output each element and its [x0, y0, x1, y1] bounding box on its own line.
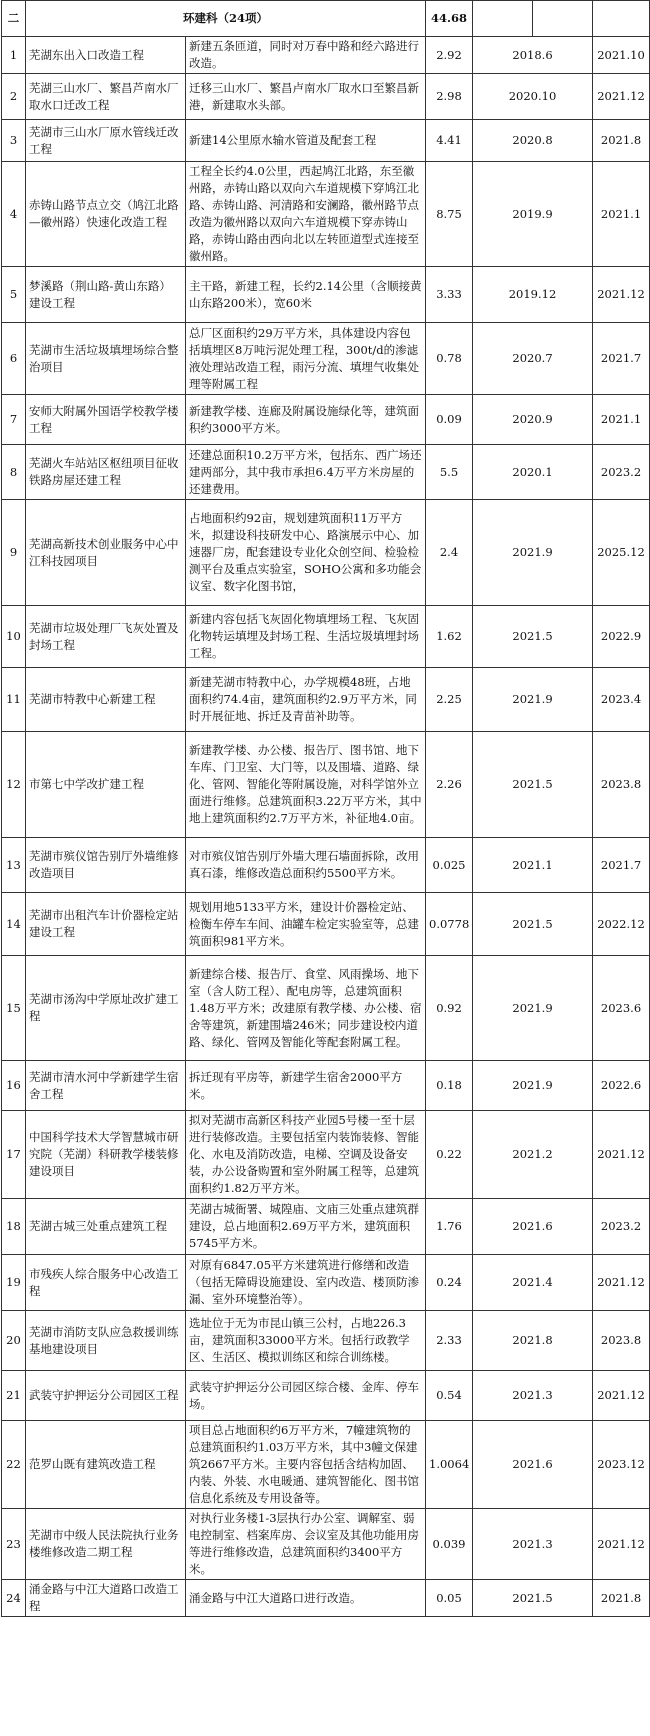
- row-number: 24: [2, 1580, 26, 1617]
- project-name: 芜湖高新技术创业服务中心中江科技园项目: [26, 500, 186, 606]
- table-row: [2, 1509, 650, 1580]
- project-start-date: 2021.5: [473, 732, 593, 838]
- project-name: 范罗山既有建筑改造工程: [26, 1421, 186, 1509]
- project-start-date: 2020.8: [473, 120, 593, 162]
- project-end-date: 2023.8: [593, 1311, 650, 1371]
- project-description: 对市殡仪馆告别厅外墙大理石墙面拆除，改用真石漆，维修改造总面积约5500平方米。: [186, 838, 426, 893]
- row-number: 16: [2, 1061, 26, 1111]
- table-row: [2, 732, 650, 838]
- project-investment: 2.98: [426, 74, 473, 120]
- project-start-date: 2021.9: [473, 668, 593, 732]
- table-row: [2, 1199, 650, 1255]
- project-start-date: 2020.9: [473, 395, 593, 445]
- row-number: 6: [2, 323, 26, 395]
- table-row: [2, 1061, 650, 1111]
- section-empty-cell: [473, 1, 533, 37]
- row-number: 20: [2, 1311, 26, 1371]
- project-description: 涌金路与中江大道路口进行改造。: [186, 1580, 426, 1617]
- project-start-date: 2021.4: [473, 1255, 593, 1311]
- project-end-date: 2023.4: [593, 668, 650, 732]
- project-end-date: 2021.12: [593, 1509, 650, 1580]
- project-description: 新建内容包括飞灰固化物填埋场工程、飞灰固化物转运填埋及封场工程、生活垃圾填埋封场工程。: [186, 606, 426, 668]
- row-number: 3: [2, 120, 26, 162]
- project-start-date: 2021.5: [473, 893, 593, 956]
- project-start-date: 2018.6: [473, 37, 593, 74]
- project-investment: 0.78: [426, 323, 473, 395]
- project-description: 武装守护押运分公司园区综合楼、金库、停车场。: [186, 1371, 426, 1421]
- project-table-body: [2, 1, 650, 1617]
- project-end-date: 2021.8: [593, 120, 650, 162]
- project-start-date: 2020.1: [473, 445, 593, 500]
- project-name: 芜湖市三山水厂原水管线迁改工程: [26, 120, 186, 162]
- project-name: 市残疾人综合服务中心改造工程: [26, 1255, 186, 1311]
- project-description: 对原有6847.05平方米建筑进行修缮和改造（包括无障碍设施建设、室内改造、楼顶防渗漏、室外环境整治等）。: [186, 1255, 426, 1311]
- project-end-date: 2023.12: [593, 1421, 650, 1509]
- project-start-date: 2021.5: [473, 1580, 593, 1617]
- project-investment: 1.62: [426, 606, 473, 668]
- table-row: [2, 445, 650, 500]
- project-investment: 0.025: [426, 838, 473, 893]
- project-investment: 8.75: [426, 162, 473, 267]
- project-name: 芜湖古城三处重点建筑工程: [26, 1199, 186, 1255]
- project-end-date: 2021.12: [593, 1371, 650, 1421]
- table-row: [2, 267, 650, 323]
- row-number: 1: [2, 37, 26, 74]
- section-empty-cell: [593, 1, 650, 37]
- project-description: 还建总面积10.2万平方米，包括东、西广场还建两部分，其中我市承担6.4万平方米房屋的还建费用。: [186, 445, 426, 500]
- project-end-date: 2021.1: [593, 162, 650, 267]
- project-name: 芜湖火车站站区枢纽项目征收铁路房屋还建工程: [26, 445, 186, 500]
- table-row: [2, 1580, 650, 1617]
- project-end-date: 2023.6: [593, 956, 650, 1061]
- project-end-date: 2025.12: [593, 500, 650, 606]
- project-end-date: 2021.10: [593, 37, 650, 74]
- project-start-date: 2021.3: [473, 1371, 593, 1421]
- project-name: 芜湖市出租汽车计价器检定站建设工程: [26, 893, 186, 956]
- project-name: 涌金路与中江大道路口改造工程: [26, 1580, 186, 1617]
- row-number: 13: [2, 838, 26, 893]
- row-number: 15: [2, 956, 26, 1061]
- project-investment: 0.22: [426, 1111, 473, 1199]
- project-start-date: 2019.12: [473, 267, 593, 323]
- row-number: 5: [2, 267, 26, 323]
- project-end-date: 2023.8: [593, 732, 650, 838]
- project-end-date: 2022.9: [593, 606, 650, 668]
- project-description: 选址位于无为市昆山镇三公村，占地226.3亩，建筑面积33000平方米。包括行政教学区、生活区、模拟训练区和综合训练楼。: [186, 1311, 426, 1371]
- row-number: 10: [2, 606, 26, 668]
- project-end-date: 2023.2: [593, 1199, 650, 1255]
- project-start-date: 2021.2: [473, 1111, 593, 1199]
- project-name: 芜湖市汤沟中学原址改扩建工程: [26, 956, 186, 1061]
- row-number: 8: [2, 445, 26, 500]
- project-start-date: 2021.6: [473, 1199, 593, 1255]
- row-number: 23: [2, 1509, 26, 1580]
- table-row: [2, 395, 650, 445]
- row-number: 21: [2, 1371, 26, 1421]
- table-row: [2, 74, 650, 120]
- project-name: 梦溪路（荆山路-黄山东路）建设工程: [26, 267, 186, 323]
- row-number: 4: [2, 162, 26, 267]
- table-row: [2, 838, 650, 893]
- project-description: 项目总占地面积约6万平方米，7幢建筑物的总建筑面积约1.03万平方米，其中3幢文保建筑2667平方米。主要内容包括含结构加固、内装、外装、水电暖通、建筑智能化、图书馆信息化系统及专用设备等。: [186, 1421, 426, 1509]
- project-description: 新建教学楼、连廊及附属设施绿化等，建筑面积约3000平方米。: [186, 395, 426, 445]
- project-investment: 2.26: [426, 732, 473, 838]
- project-investment: 2.4: [426, 500, 473, 606]
- table-row: [2, 956, 650, 1061]
- table-row: [2, 1421, 650, 1509]
- table-row: [2, 120, 650, 162]
- table-row: [2, 893, 650, 956]
- project-start-date: 2021.9: [473, 956, 593, 1061]
- row-number: 14: [2, 893, 26, 956]
- project-name: 赤铸山路节点立交（鸠江北路—徽州路）快速化改造工程: [26, 162, 186, 267]
- row-number: 9: [2, 500, 26, 606]
- project-investment: 1.76: [426, 1199, 473, 1255]
- project-name: 芜湖市垃圾处理厂飞灰处置及封场工程: [26, 606, 186, 668]
- table-row: [2, 323, 650, 395]
- project-description: 新建芜湖市特教中心，办学规模48班，占地面积约74.4亩，建筑面积约2.9万平方米，同时开展征地、拆迁及青苗补助等。: [186, 668, 426, 732]
- table-row: [2, 500, 650, 606]
- project-description: 拆迁现有平房等，新建学生宿舍2000平方米。: [186, 1061, 426, 1111]
- table-row: [2, 1371, 650, 1421]
- project-investment: 0.0778: [426, 893, 473, 956]
- project-name: 安师大附属外国语学校教学楼工程: [26, 395, 186, 445]
- project-description: 规划用地5133平方米，建设计价器检定站、检衡车停车车间、油罐车检定实验室等，总建筑面积981平方米。: [186, 893, 426, 956]
- project-end-date: 2021.7: [593, 838, 650, 893]
- table-row: [2, 1111, 650, 1199]
- project-description: 新建教学楼、办公楼、报告厅、图书馆、地下车库、门卫室、大门等，以及围墙、道路、绿化、管网、智能化等附属设施，对科学馆外立面进行维修。总建筑面积3.22万平方米，其中地上建筑面积约2.7万平方米，补征地4.0亩。: [186, 732, 426, 838]
- project-investment: 0.09: [426, 395, 473, 445]
- project-investment: 0.92: [426, 956, 473, 1061]
- project-name: 中国科学技术大学智慧城市研究院（芜湖）科研教学楼装修建设项目: [26, 1111, 186, 1199]
- project-end-date: 2021.1: [593, 395, 650, 445]
- row-number: 17: [2, 1111, 26, 1199]
- table-row: [2, 1255, 650, 1311]
- project-investment: 4.41: [426, 120, 473, 162]
- row-number: 11: [2, 668, 26, 732]
- project-name: 芜湖市生活垃圾填埋场综合整治项目: [26, 323, 186, 395]
- section-header-row: [2, 1, 650, 37]
- project-end-date: 2021.12: [593, 74, 650, 120]
- table-row: [2, 668, 650, 732]
- project-investment: 0.24: [426, 1255, 473, 1311]
- project-start-date: 2020.7: [473, 323, 593, 395]
- row-number: 12: [2, 732, 26, 838]
- project-end-date: 2021.8: [593, 1580, 650, 1617]
- section-title: 环建科（24项）: [26, 1, 426, 37]
- project-start-date: 2021.8: [473, 1311, 593, 1371]
- project-start-date: 2021.1: [473, 838, 593, 893]
- project-investment: 5.5: [426, 445, 473, 500]
- project-start-date: 2021.9: [473, 1061, 593, 1111]
- project-description: 新建五条匝道，同时对万春中路和经六路进行改造。: [186, 37, 426, 74]
- row-number: 19: [2, 1255, 26, 1311]
- project-investment: 0.18: [426, 1061, 473, 1111]
- project-investment: 1.0064: [426, 1421, 473, 1509]
- project-name: 芜湖市中级人民法院执行业务楼维修改造二期工程: [26, 1509, 186, 1580]
- project-description: 工程全长约4.0公里，西起鸠江北路，东至徽州路，赤铸山路以双向六车道规模下穿鸠江北路、赤铸山路、河清路和安澜路，徽州路节点改造为徽州路以双向六车道规模下穿赤铸山路，赤铸山路由西向北以左转匝道型式连接至徽州路。: [186, 162, 426, 267]
- project-investment: 0.54: [426, 1371, 473, 1421]
- project-investment: 2.33: [426, 1311, 473, 1371]
- project-name: 市第七中学改扩建工程: [26, 732, 186, 838]
- table-row: [2, 606, 650, 668]
- project-description: 新建14公里原水输水管道及配套工程: [186, 120, 426, 162]
- project-description: 新建综合楼、报告厅、食堂、风雨操场、地下室（含人防工程）、配电房等，总建筑面积1.48万平方米；改建原有教学楼、办公楼、宿舍等建筑，新建围墙246米；同步建设校内道路、绿化、管网及智能化等配套附属工程。: [186, 956, 426, 1061]
- project-name: 芜湖三山水厂、繁昌芦南水厂取水口迁改工程: [26, 74, 186, 120]
- row-number: 7: [2, 395, 26, 445]
- project-description: 芜湖古城衙署、城隍庙、文庙三处重点建筑群建设，总占地面积2.69万平方米，建筑面积5745平方米。: [186, 1199, 426, 1255]
- section-total-investment: 44.68: [426, 1, 473, 37]
- project-start-date: 2020.10: [473, 74, 593, 120]
- table-row: [2, 37, 650, 74]
- project-name: 芜湖东出入口改造工程: [26, 37, 186, 74]
- project-name: 芜湖市殡仪馆告别厅外墙维修改造项目: [26, 838, 186, 893]
- project-name: 芜湖市清水河中学新建学生宿舍工程: [26, 1061, 186, 1111]
- project-start-date: 2021.9: [473, 500, 593, 606]
- project-start-date: 2019.9: [473, 162, 593, 267]
- project-investment: 2.25: [426, 668, 473, 732]
- project-table: [1, 0, 650, 1617]
- project-name: 芜湖市特教中心新建工程: [26, 668, 186, 732]
- project-start-date: 2021.6: [473, 1421, 593, 1509]
- section-number: 二: [2, 1, 26, 37]
- project-end-date: 2021.7: [593, 323, 650, 395]
- project-description: 主干路，新建工程，长约2.14公里（含顺接黄山东路200米），宽60米: [186, 267, 426, 323]
- project-end-date: 2022.6: [593, 1061, 650, 1111]
- row-number: 18: [2, 1199, 26, 1255]
- project-table-sheet: [1, 0, 649, 1617]
- project-end-date: 2021.12: [593, 1111, 650, 1199]
- project-end-date: 2021.12: [593, 1255, 650, 1311]
- row-number: 22: [2, 1421, 26, 1509]
- project-end-date: 2022.12: [593, 893, 650, 956]
- project-description: 拟对芜湖市高新区科技产业园5号楼一至十层进行装修改造。主要包括室内装饰装修、智能化、水电及消防改造，电梯、空调及设备安装，办公设备购置和室外附属工程等，总建筑面积约1.82万平方米。: [186, 1111, 426, 1199]
- project-description: 迁移三山水厂、繁昌卢南水厂取水口至繁昌新港，新建取水头部。: [186, 74, 426, 120]
- project-end-date: 2023.2: [593, 445, 650, 500]
- project-investment: 0.05: [426, 1580, 473, 1617]
- section-empty-cell: [533, 1, 593, 37]
- project-investment: 2.92: [426, 37, 473, 74]
- project-name: 武装守护押运分公司园区工程: [26, 1371, 186, 1421]
- project-description: 占地面积约92亩，规划建筑面积11万平方米，拟建设科技研发中心、路演展示中心、加速器厂房，配套建设专业化众创空间、检验检测平台及重点实验室，SOHO公寓和多功能会议室、数字化图书馆，: [186, 500, 426, 606]
- project-investment: 0.039: [426, 1509, 473, 1580]
- project-end-date: 2021.12: [593, 267, 650, 323]
- row-number: 2: [2, 74, 26, 120]
- project-name: 芜湖市消防支队应急救援训练基地建设项目: [26, 1311, 186, 1371]
- table-row: [2, 1311, 650, 1371]
- project-investment: 3.33: [426, 267, 473, 323]
- project-start-date: 2021.5: [473, 606, 593, 668]
- project-start-date: 2021.3: [473, 1509, 593, 1580]
- project-description: 对执行业务楼1-3层执行办公室、调解室、弱电控制室、档案库房、会议室及其他功能用房等进行维修改造，总建筑面积约3400平方米。: [186, 1509, 426, 1580]
- project-description: 总厂区面积约29万平方米，具体建设内容包括填埋区8万吨污泥处理工程，300t/d的渗滤液处理站改造工程，雨污分流、填埋气收集处理等附属工程: [186, 323, 426, 395]
- table-row: [2, 162, 650, 267]
